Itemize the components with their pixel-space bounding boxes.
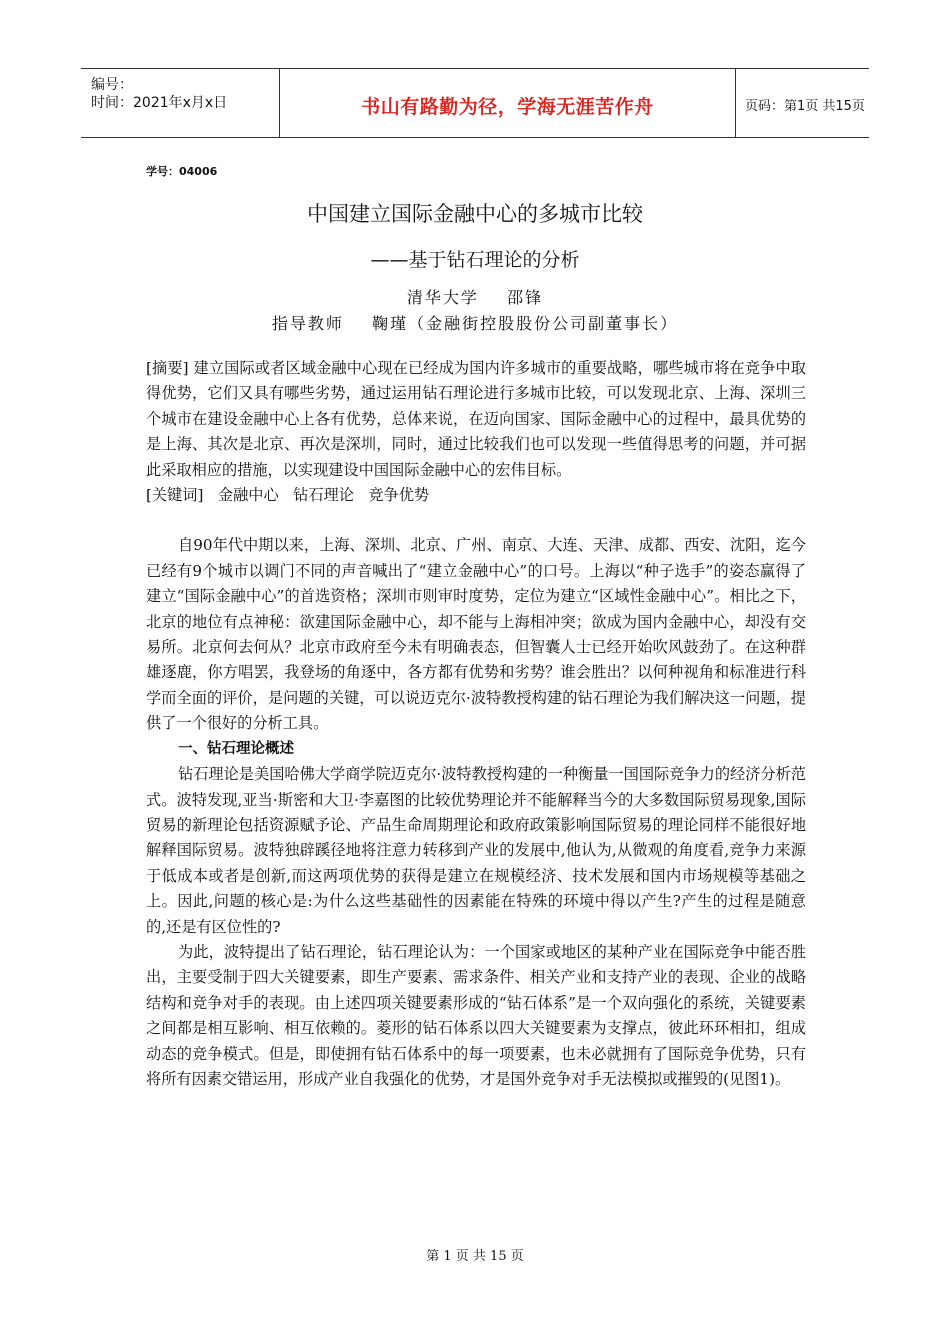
advisor-line: 指导教师 鞠瑾（金融街控股股份公司副董事长） xyxy=(271,314,679,333)
intro-paragraph: 自90年代中期以来，上海、深圳、北京、广州、南京、大连、天津、成都、西安、沈阳，迄今已经有9个城市以调门不同的声音喊出了“建立金融中心”的口号。上海以“种子选手”的姿态赢得了建立“国际金融中心”的首选资格；深圳市则审时度势，定位为建立“区域性金融中心”。相比之下，北京的地位有点神秘：欲建国际金融中心，却不能与上海相冲突；欲成为国内金融中心，却没有交易所。北京何去何从？北京市政府至今未有明确表态，但智囊人士已经开始吹风鼓劲了。在这种群雄逐鹿，你方唱罢，我登场的角逐中，各方都有优势和劣势？谁会胜出？以何种视角和标准进行科学而全面的评价，是问题的关键，可以说迈克尔·波特教授构建的钻石理论为我们解决这一问题，提供了一个很好的分析工具。 xyxy=(146,536,806,733)
body-paragraph: 钻石理论是美国哈佛大学商学院迈克尔·波特教授构建的一种衡量一国国际竞争力的经济分析范式。波特发现,亚当·斯密和大卫·李嘉图的比较优势理论并不能解释当今的大多数国际贸易现象,国际贸易的新理论包括资源赋予论、产品生命周期理论和政府政策影响国际贸易的理论同样不能很好地解释国际贸易。波特独辟蹊径地将注意力转移到产业的发展中,他认为,从微观的角度看,竞争力来源于低成本或者是创新,而这两项优势的获得是建立在规模经济、技术发展和国内市场规模等基础之上。因此,问题的核心是:为什么这些基础性的因素能在特殊的环境中得以产生?产生的过程是随意的,还是有区位性的? xyxy=(146,765,806,936)
section-heading: 一、钻石理论概述 xyxy=(178,740,294,757)
number-label: 编号： xyxy=(91,77,133,93)
author-line: 清华大学 邵锋 xyxy=(406,288,544,307)
keywords-line: [关键词] 金融中心 钻石理论 竞争优势 xyxy=(146,486,430,505)
header-left-cell xyxy=(81,69,279,137)
page-subtitle: ——基于钻石理论的分析 xyxy=(370,249,580,271)
page-title: 中国建立国际金融中心的多城市比较 xyxy=(307,202,643,226)
motto-text: 书山有路勤为径，学海无涯苦作舟 xyxy=(361,96,654,118)
student-id: 学号：04006 xyxy=(146,165,218,178)
header-page-cell xyxy=(735,69,869,137)
abstract-paragraph: [摘要] 建立国际或者区域金融中心现在已经成为国内许多城市的重要战略，哪些城市将在竞争中取得优势，它们又具有哪些劣势，通过运用钻石理论进行多城市比较，可以发现北京、上海、深圳三个城市在建设金融中心上各有优势，总体来说，在迈向国家、国际金融中心的过程中，最具优势的是上海、其次是北京、再次是深圳，同时，通过比较我们也可以发现一些值得思考的问题，并可据此采取相应的措施，以实现建设中国国际金融中心的宏伟目标。 xyxy=(146,359,806,479)
page-footer: 第 1 页 共 15 页 xyxy=(426,1249,524,1264)
page-label: 页码：第1页 共15页 xyxy=(745,99,865,114)
body-paragraph: 为此，波特提出了钻石理论，钻石理论认为：一个国家或地区的某种产业在国际竞争中能否胜出，主要受制于四大关键要素，即生产要素、需求条件、相关产业和支持产业的表现、企业的战略结构和竞争对手的表现。由上述四项关键要素形成的“钻石体系”是一个双向强化的系统，关键要素之间都是相互影响、相互依赖的。菱形的钻石体系以四大关键要素为支撑点，彼此环环相扣，组成动态的竞争模式。但是，即使拥有钻石体系中的每一项要素，也未必就拥有了国际竞争优势，只有将所有因素交错运用，形成产业自我强化的优势，才是国外竞争对手无法模拟或摧毁的(见图1)。 xyxy=(146,942,806,1088)
document-body xyxy=(146,356,806,1092)
header-motto-cell xyxy=(279,69,736,137)
time-label: 时间：2021年x月x日 xyxy=(91,95,228,111)
header-table xyxy=(81,68,869,138)
spacer xyxy=(146,508,806,533)
